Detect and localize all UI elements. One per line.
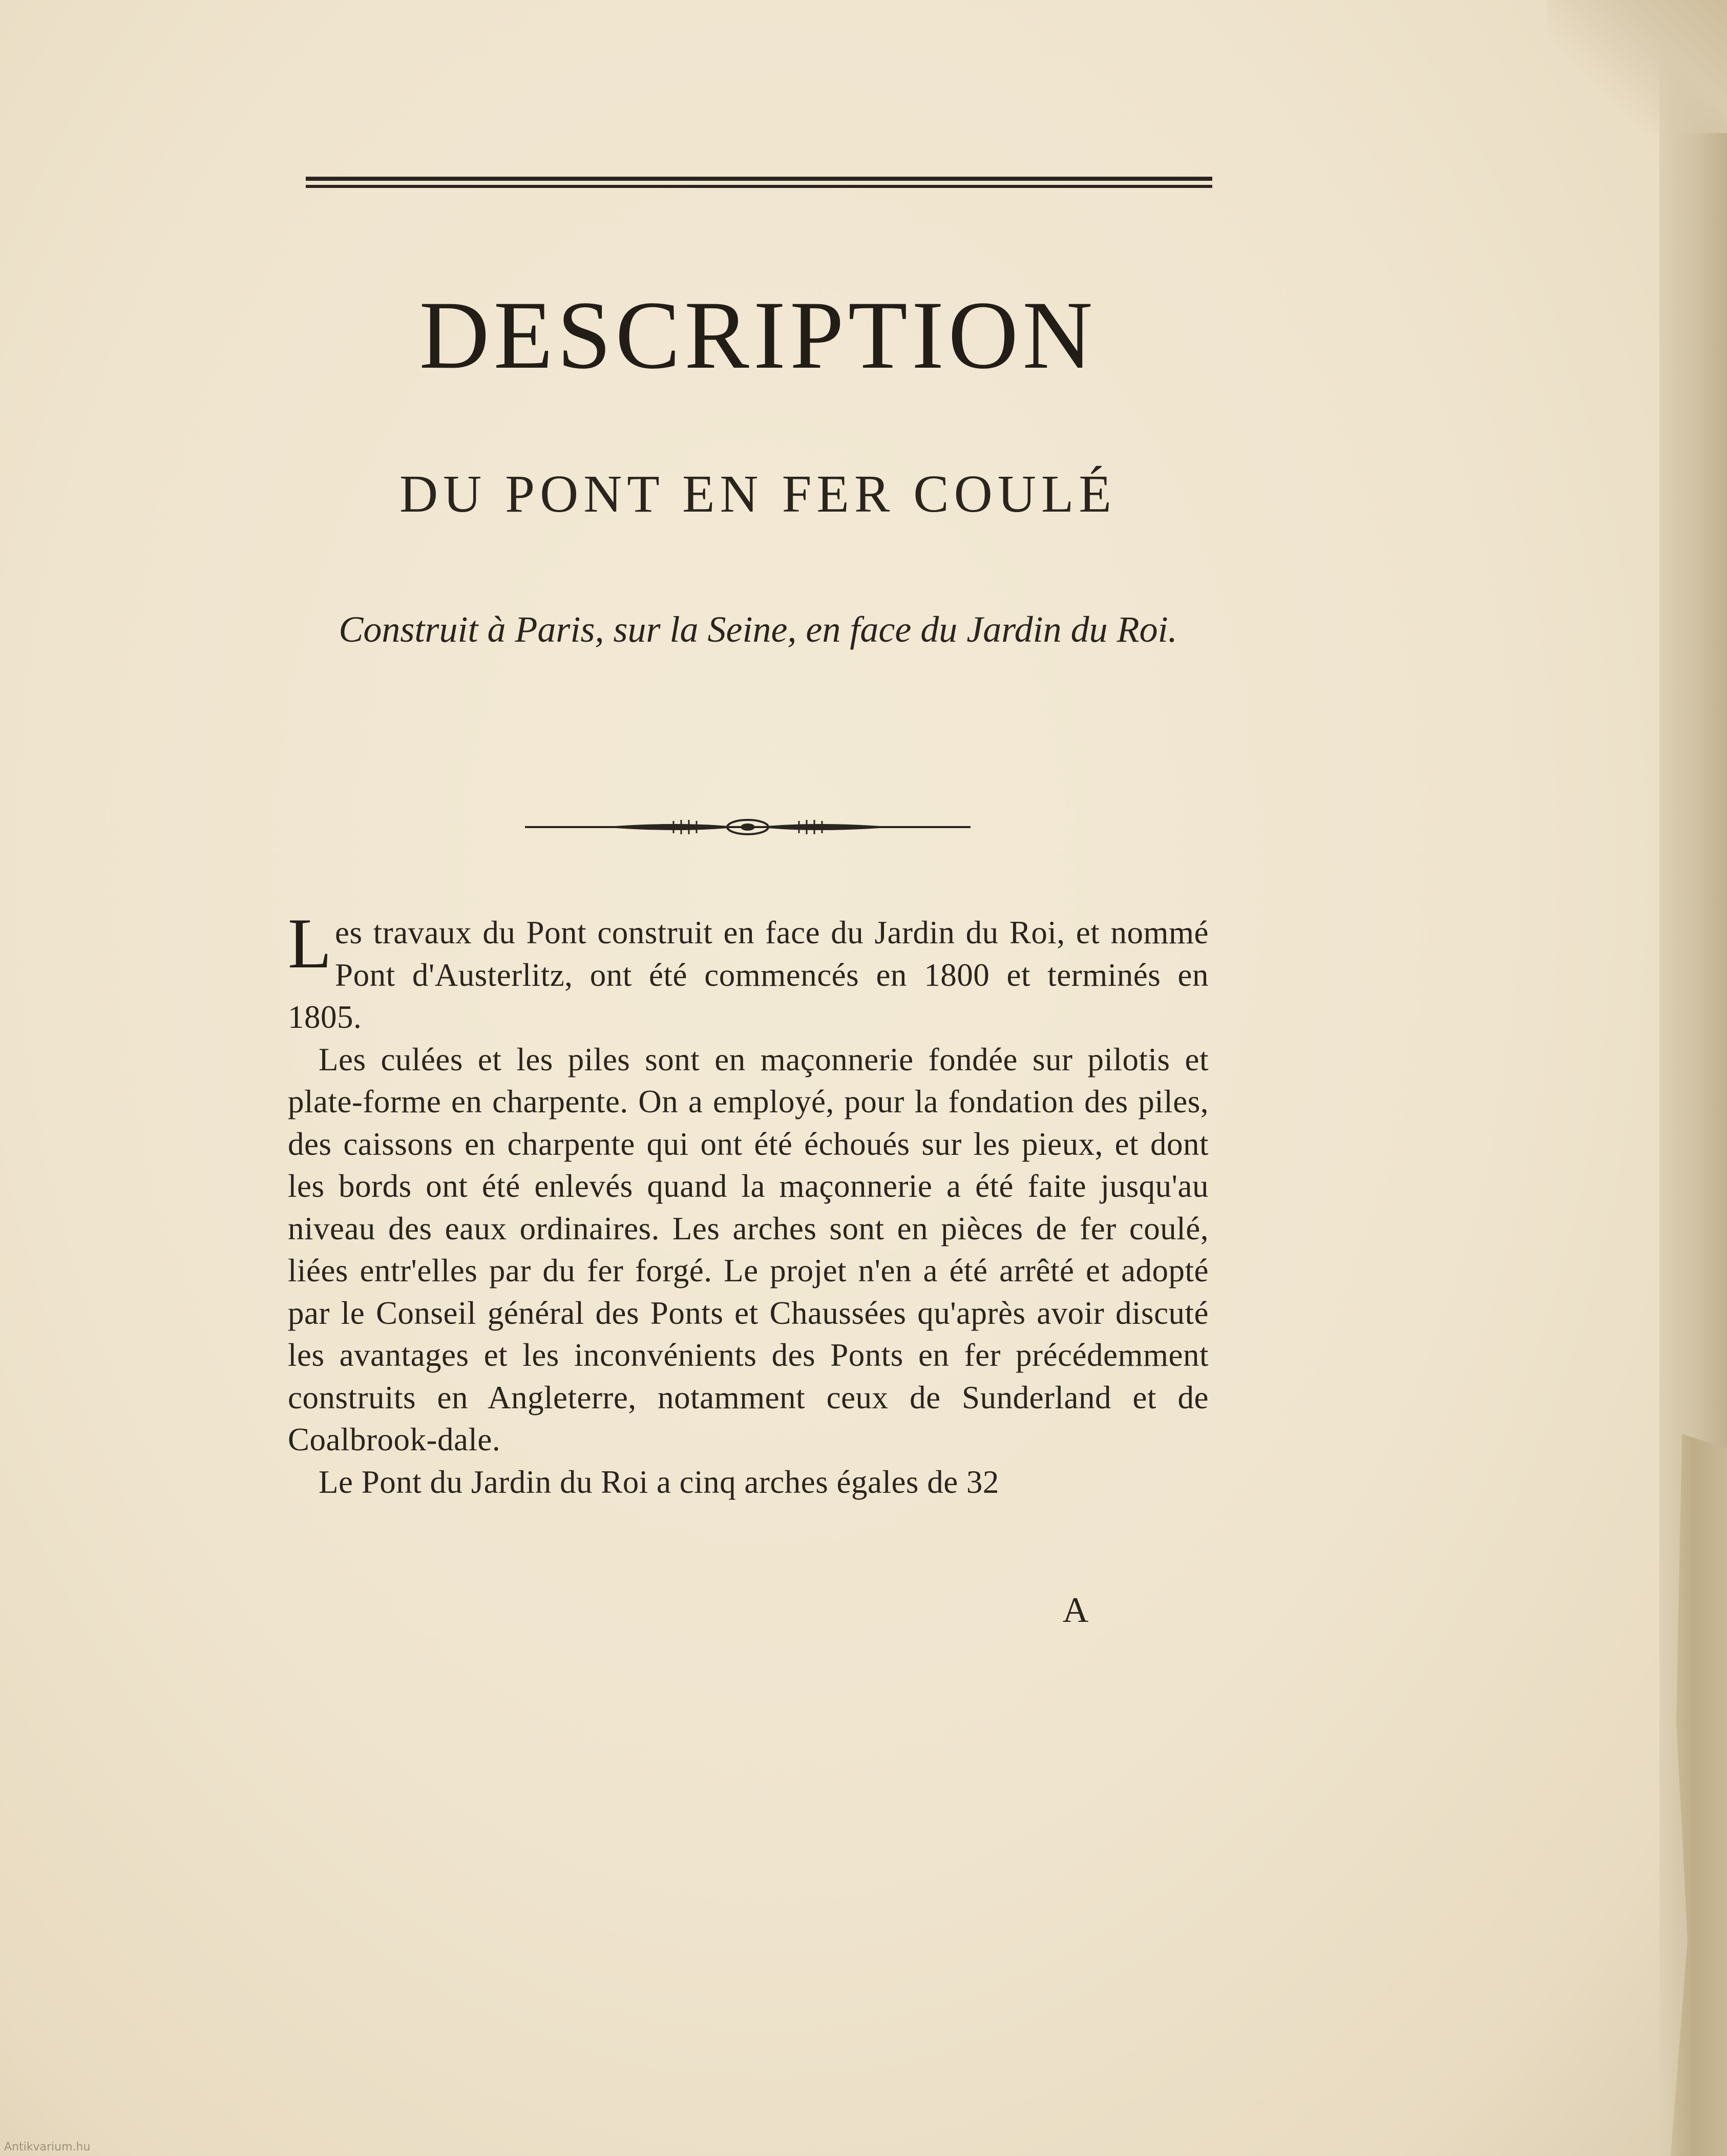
watermark: Antikvarium.hu bbox=[4, 2141, 91, 2153]
top-double-rule bbox=[306, 177, 1212, 188]
page-title: DESCRIPTION bbox=[419, 282, 1097, 389]
paragraph-1 bbox=[288, 904, 1209, 1039]
page-subtitle: DU PONT EN FER COULÉ bbox=[399, 464, 1117, 523]
paragraph-3: Le Pont du Jardin du Roi a cinq arches égales de 32 bbox=[319, 1464, 999, 1500]
paragraph-2: Les culées et les piles sont en maçonnerie fondée sur pilotis et plate-forme en charpente. On a employé, pour la fondation des piles, des caissons en charpente qui ont été échoués sur les pieux, et dont les bords ont été enlevés quand la maçonnerie a été faite jusqu'au niveau des eaux ordinaires. Les arches sont en pièces de fer coulé, liées entr'elles par du fer forgé. Le projet n'en a été arrêté et adopté par le Conseil général des Ponts et Chaussées qu'après avoir discuté les avantages et les inconvénients des Ponts en fer précédemment construits en Angleterre, notamment ceux de Sunderland et de Coalbrook-dale. bbox=[288, 1041, 1209, 1457]
body-text bbox=[288, 904, 1209, 1503]
signature-mark: A bbox=[1062, 1591, 1089, 1630]
corner-fold bbox=[1547, 0, 1727, 133]
ornament-divider-icon bbox=[525, 812, 971, 842]
paragraph-1-text: es travaux du Pont construit en face du Jardin du Roi, et nommé Pont d'Austerlitz, ont été commencés en 1800 et terminés en 1805. bbox=[288, 915, 1209, 1035]
drop-cap: L bbox=[288, 904, 332, 983]
page-subsubtitle: Construit à Paris, sur la Seine, en face du Jardin du Roi. bbox=[339, 609, 1177, 650]
